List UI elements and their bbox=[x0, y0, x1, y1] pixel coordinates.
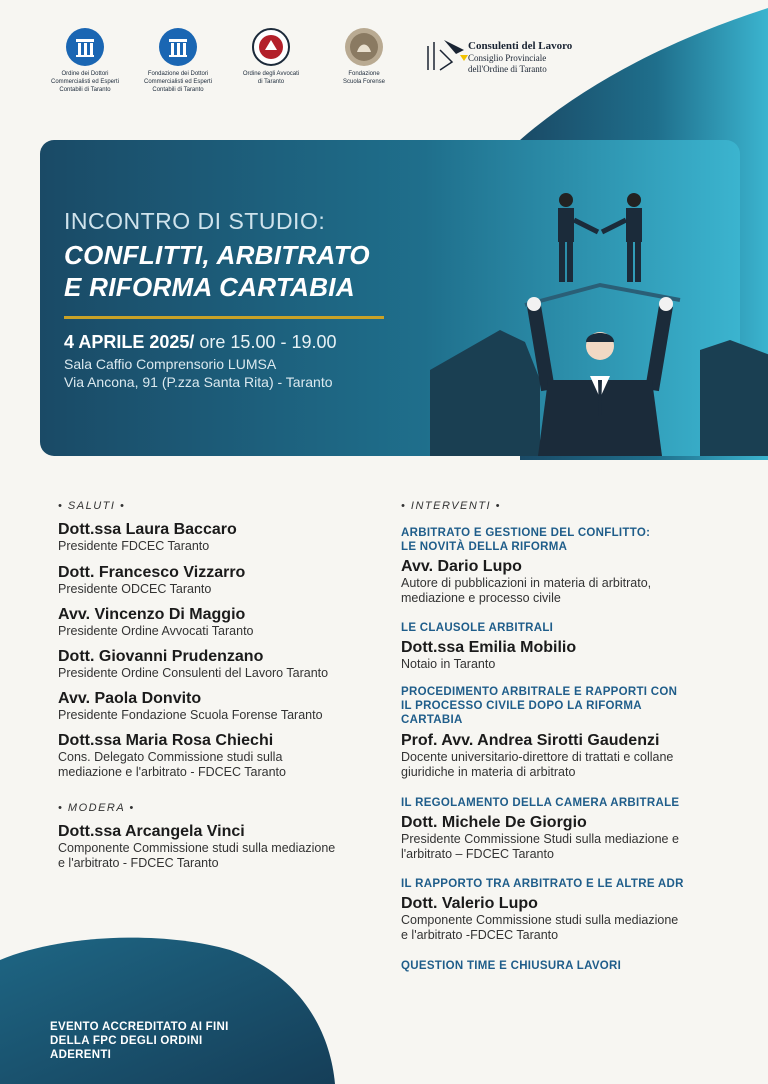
person-role: Presidente ODCEC Taranto bbox=[58, 582, 212, 596]
event-title-line2: E RIFORMA CARTABIA bbox=[64, 272, 355, 302]
person-name: Avv. Vincenzo Di Maggio bbox=[58, 606, 246, 623]
logo-label: Fondazione dei Dottori Commercialisti ed Esperti Contabili di Taranto bbox=[143, 71, 213, 93]
talk-topic: PROCEDIMENTO ARBITRALE E RAPPORTI CON IL PROCESSO CIVILE DOPO LA RIFORMA CARTABIA bbox=[401, 686, 678, 726]
talk-topic: IL REGOLAMENTO DELLA CAMERA ARBITRALE bbox=[401, 797, 680, 809]
saluti-person bbox=[58, 520, 388, 554]
speaker bbox=[401, 813, 741, 862]
bottom-blob bbox=[0, 938, 335, 1084]
saluti-person bbox=[58, 563, 388, 597]
person-name: Dott.ssa Arcangela Vinci bbox=[58, 823, 245, 840]
person-role: Presidente FDCEC Taranto bbox=[58, 539, 210, 553]
event-address: Via Ancona, 91 (P.zza Santa Rita) - Taranto bbox=[64, 374, 333, 390]
moderator bbox=[58, 822, 388, 871]
talk-topic: LE CLAUSOLE ARBITRALI bbox=[401, 622, 554, 634]
person-role: Presidente Commissione Studi sulla mediazione e l'arbitrato – FDCEC Taranto bbox=[401, 832, 679, 861]
person-name: Avv. Dario Lupo bbox=[401, 558, 522, 575]
person-name: Dott.ssa Maria Rosa Chiechi bbox=[58, 732, 274, 749]
forense-seal-icon bbox=[345, 28, 383, 66]
right-businessman bbox=[602, 193, 642, 282]
person-name: Dott. Michele De Giorgio bbox=[401, 814, 587, 831]
person-name: Prof. Avv. Andrea Sirotti Gaudenzi bbox=[401, 732, 660, 749]
consulenti-lavoro-icon bbox=[424, 36, 464, 76]
left-businessman bbox=[558, 193, 598, 282]
supporting-businessman bbox=[527, 297, 673, 456]
person-name: Avv. Paola Donvito bbox=[58, 690, 202, 707]
bridge bbox=[525, 285, 680, 305]
person-name: Dott.ssa Laura Baccaro bbox=[58, 521, 237, 538]
logo-label: Ordine degli Avvocati di Taranto bbox=[242, 71, 300, 85]
logo-label: Ordine dei Dottori Commercialisti ed Esperti Contabili di Taranto bbox=[50, 71, 120, 93]
person-role: Componente Commissione studi sulla mediazione e l'arbitrato - FDCEC Taranto bbox=[58, 841, 336, 870]
person-role: Notaio in Taranto bbox=[401, 657, 496, 671]
logo-fdcec bbox=[143, 28, 213, 94]
person-name: Dott.ssa Emilia Mobilio bbox=[401, 639, 577, 656]
person-name: Dott. Francesco Vizzarro bbox=[58, 564, 246, 581]
event-title-line1: CONFLITTI, ARBITRATO bbox=[64, 240, 370, 270]
person-role: Docente universitario-direttore di trattati e collane giuridiche in materia di arbitrato bbox=[401, 750, 674, 779]
cdl-title: Consulenti del Lavoro bbox=[468, 40, 573, 52]
person-role: Presidente Ordine Avvocati Taranto bbox=[58, 624, 254, 638]
handshake-illustration bbox=[430, 180, 768, 456]
left-cliff bbox=[430, 330, 540, 456]
person-name: Dott. Valerio Lupo bbox=[401, 895, 538, 912]
speaker bbox=[401, 731, 741, 780]
cdl-subtitle: Consiglio Provinciale bbox=[468, 53, 547, 63]
person-role: Presidente Fondazione Scuola Forense Taranto bbox=[58, 708, 323, 722]
person-role: Presidente Ordine Consulenti del Lavoro Taranto bbox=[58, 666, 329, 680]
cdl-subtitle-2: dell'Ordine di Taranto bbox=[468, 64, 547, 74]
speaker bbox=[401, 894, 741, 943]
columns-seal-icon bbox=[66, 28, 104, 66]
saluti-person bbox=[58, 605, 388, 639]
event-time: ore 15.00 - 19.00 bbox=[194, 332, 337, 352]
columns-seal-icon bbox=[159, 28, 197, 66]
event-venue: Sala Caffio Comprensorio LUMSA bbox=[64, 356, 277, 372]
modera-heading: • MODERA • bbox=[58, 802, 135, 814]
logo-scuola-forense bbox=[329, 28, 399, 86]
logo-odcec bbox=[50, 28, 120, 94]
person-role: Cons. Delegato Commissione studi sulla mediazione e l'arbitrato - FDCEC Taranto bbox=[58, 750, 286, 779]
event-datetime bbox=[64, 332, 337, 353]
right-cliff bbox=[700, 340, 768, 456]
cdl-accent-icon bbox=[460, 55, 468, 61]
avvocati-seal-icon bbox=[252, 28, 290, 66]
saluti-person bbox=[58, 647, 388, 681]
closing-topic: QUESTION TIME E CHIUSURA LAVORI bbox=[401, 960, 622, 972]
event-pretitle: INCONTRO DI STUDIO: bbox=[64, 208, 326, 234]
logo-consulenti-lavoro bbox=[424, 36, 604, 80]
saluti-person bbox=[58, 731, 388, 780]
saluti-heading: • SALUTI • bbox=[58, 500, 126, 512]
interventi-heading: • INTERVENTI • bbox=[401, 500, 502, 512]
talk-topic: IL RAPPORTO TRA ARBITRATO E LE ALTRE ADR bbox=[401, 878, 684, 890]
gold-divider bbox=[64, 316, 384, 319]
event-date: 4 APRILE 2025/ bbox=[64, 332, 195, 352]
person-name: Dott. Giovanni Prudenzano bbox=[58, 648, 264, 665]
speaker bbox=[401, 638, 741, 672]
logo-label: Fondazione Scuola Forense bbox=[342, 71, 386, 85]
accreditation-note: EVENTO ACCREDITATO AI FINI DELLA FPC DEGLI ORDINI ADERENTI bbox=[50, 1021, 229, 1061]
talk-topic: ARBITRATO E GESTIONE DEL CONFLITTO: LE NOVITÀ DELLA RIFORMA bbox=[401, 527, 651, 553]
speaker bbox=[401, 557, 741, 606]
logo-avvocati bbox=[236, 28, 306, 86]
saluti-person bbox=[58, 689, 388, 723]
person-role: Autore di pubblicazioni in materia di arbitrato, mediazione e processo civile bbox=[401, 576, 652, 605]
person-role: Componente Commissione studi sulla mediazione e l'arbitrato -FDCEC Taranto bbox=[401, 913, 679, 942]
